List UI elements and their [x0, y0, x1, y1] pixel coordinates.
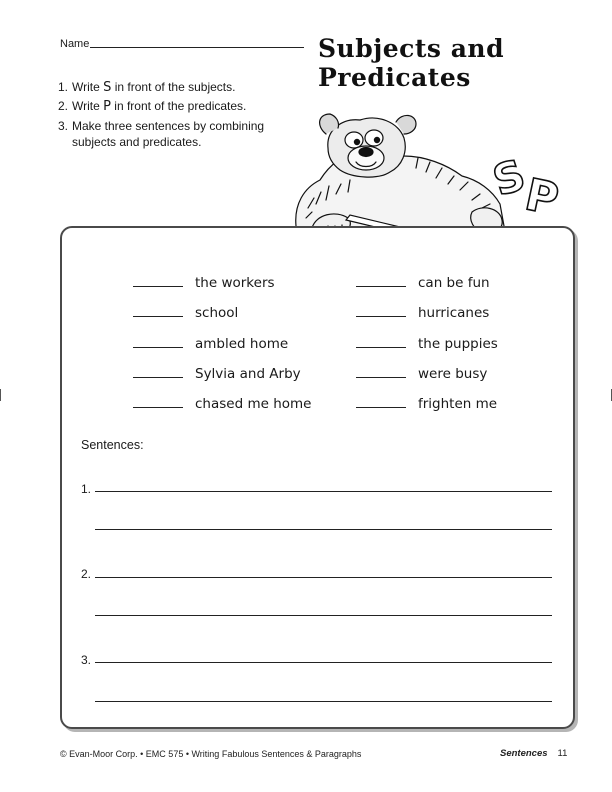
answer-blank[interactable] — [356, 305, 406, 317]
instruction-number: 2. — [58, 99, 69, 113]
sentence-line[interactable] — [95, 701, 552, 702]
instruction-text: subjects and predicates. — [72, 135, 202, 149]
instruction-number: 3. — [58, 119, 69, 133]
list-item-text: can be fun — [418, 275, 490, 291]
answer-blank[interactable] — [133, 305, 183, 317]
instruction-letter: P — [103, 99, 111, 114]
list-item-text: chased me home — [195, 396, 312, 412]
page-number: 11 — [557, 748, 568, 759]
list-item — [356, 336, 498, 356]
list-item — [133, 305, 238, 325]
instruction-1 — [58, 78, 308, 97]
footer-section: Sentences — [500, 748, 548, 759]
instructions-list — [58, 78, 308, 150]
bear-illustration — [286, 108, 570, 240]
list-item-text: school — [195, 305, 239, 321]
edge-tick-left — [0, 389, 1, 401]
answer-blank[interactable] — [133, 336, 183, 348]
sentence-line[interactable] — [95, 529, 552, 530]
instruction-text: Write — [72, 80, 104, 94]
list-item — [356, 275, 490, 295]
list-item — [133, 336, 288, 356]
answer-blank[interactable] — [356, 366, 406, 378]
instruction-text: in front of the predicates. — [110, 99, 247, 113]
instruction-letter: S — [103, 80, 112, 95]
list-item-text: the puppies — [418, 336, 498, 352]
sentences-label: Sentences: — [81, 438, 144, 452]
instruction-3 — [58, 118, 308, 150]
list-item-text: were busy — [418, 366, 488, 382]
sentence-line[interactable] — [95, 577, 552, 578]
sentence-line[interactable] — [95, 491, 552, 492]
list-item — [356, 366, 487, 386]
instruction-text: Write — [72, 99, 104, 113]
footer-copyright: © Evan-Moor Corp. • EMC 575 • Writing Fabulous Sentences & Paragraphs — [60, 749, 362, 759]
sentence-number: 1. — [81, 482, 92, 496]
list-item — [356, 396, 497, 416]
page-title — [318, 34, 558, 92]
bear-nose — [359, 148, 373, 157]
list-item — [133, 275, 275, 295]
instruction-text: in front of the subjects. — [111, 80, 236, 94]
name-line[interactable] — [90, 47, 304, 48]
list-item — [133, 366, 301, 386]
name-label: Name — [60, 38, 90, 50]
bear-eye-right — [365, 130, 383, 146]
bear-eye-left — [345, 132, 363, 148]
sentence-line[interactable] — [95, 662, 552, 663]
list-item-text: the workers — [195, 275, 275, 291]
list-item — [356, 305, 489, 325]
list-item-text: frighten me — [418, 396, 498, 412]
page-title-line-2: Predicates — [318, 63, 471, 92]
list-item-text: ambled home — [195, 336, 289, 352]
instruction-text: Make three sentences by combining — [72, 119, 265, 133]
answer-blank[interactable] — [133, 396, 183, 408]
sentence-line[interactable] — [95, 615, 552, 616]
instruction-2 — [58, 97, 308, 116]
footer-page-info — [500, 748, 567, 759]
instruction-number: 1. — [58, 80, 69, 94]
answer-blank[interactable] — [356, 275, 406, 287]
page-title-line-1: Subjects and — [318, 34, 505, 63]
list-item — [133, 396, 311, 416]
sentence-number: 3. — [81, 653, 92, 667]
list-item-text: hurricanes — [418, 305, 490, 321]
letter-p: P — [520, 169, 563, 226]
exercise-panel — [60, 226, 575, 729]
list-item-text: Sylvia and Arby — [195, 366, 301, 382]
letter-s: S — [487, 149, 531, 206]
answer-blank[interactable] — [133, 275, 183, 287]
sentence-number: 2. — [81, 567, 92, 581]
answer-blank[interactable] — [356, 396, 406, 408]
answer-blank[interactable] — [356, 336, 406, 348]
answer-blank[interactable] — [133, 366, 183, 378]
